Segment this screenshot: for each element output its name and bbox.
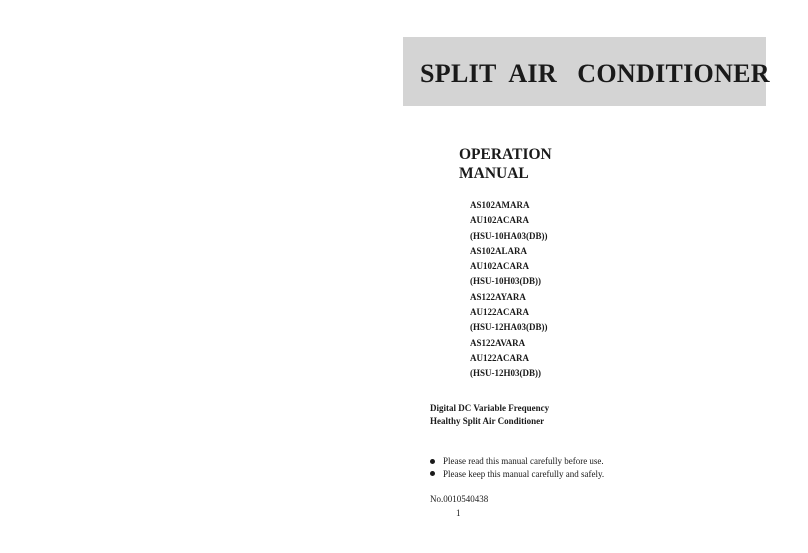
document-number: No.0010540438: [430, 494, 489, 504]
model-item: AU122ACARA: [470, 307, 529, 318]
model-item: (HSU-12H03(DB)): [470, 368, 541, 379]
model-item: (HSU-10HA03(DB)): [470, 230, 548, 241]
notes-list: [430, 455, 604, 480]
description-line1: Digital DC Variable Frequency: [430, 403, 550, 413]
note-item: [430, 455, 604, 468]
model-item: AS102ALARA: [470, 245, 528, 256]
model-item: AS122AVARA: [470, 337, 526, 348]
model-item: (HSU-12HA03(DB)): [470, 322, 548, 333]
note-text: Please read this manual carefully before use.: [443, 456, 604, 466]
model-item: AU102ACARA: [470, 215, 529, 226]
model-list: [470, 198, 548, 382]
model-item: AS122AYARA: [470, 291, 526, 302]
manual-heading-line1: OPERATION: [459, 146, 552, 163]
model-item: AU102ACARA: [470, 261, 529, 272]
page-number: 1: [456, 508, 461, 518]
note-text: Please keep this manual carefully and safely.: [443, 468, 605, 479]
note-item: [430, 468, 604, 481]
bullet-icon: [430, 459, 435, 464]
model-item: AS102AMARA: [470, 200, 530, 210]
manual-heading: [459, 145, 552, 183]
model-item: (HSU-10H03(DB)): [470, 276, 541, 287]
product-description: [430, 402, 549, 427]
model-item: AU122ACARA: [470, 352, 529, 363]
document-title: SPLIT AIR CONDITIONER: [420, 59, 770, 88]
manual-heading-line2: MANUAL: [459, 165, 529, 182]
description-line2: Healthy Split Air Conditioner: [430, 415, 545, 426]
bullet-icon: [430, 471, 435, 476]
